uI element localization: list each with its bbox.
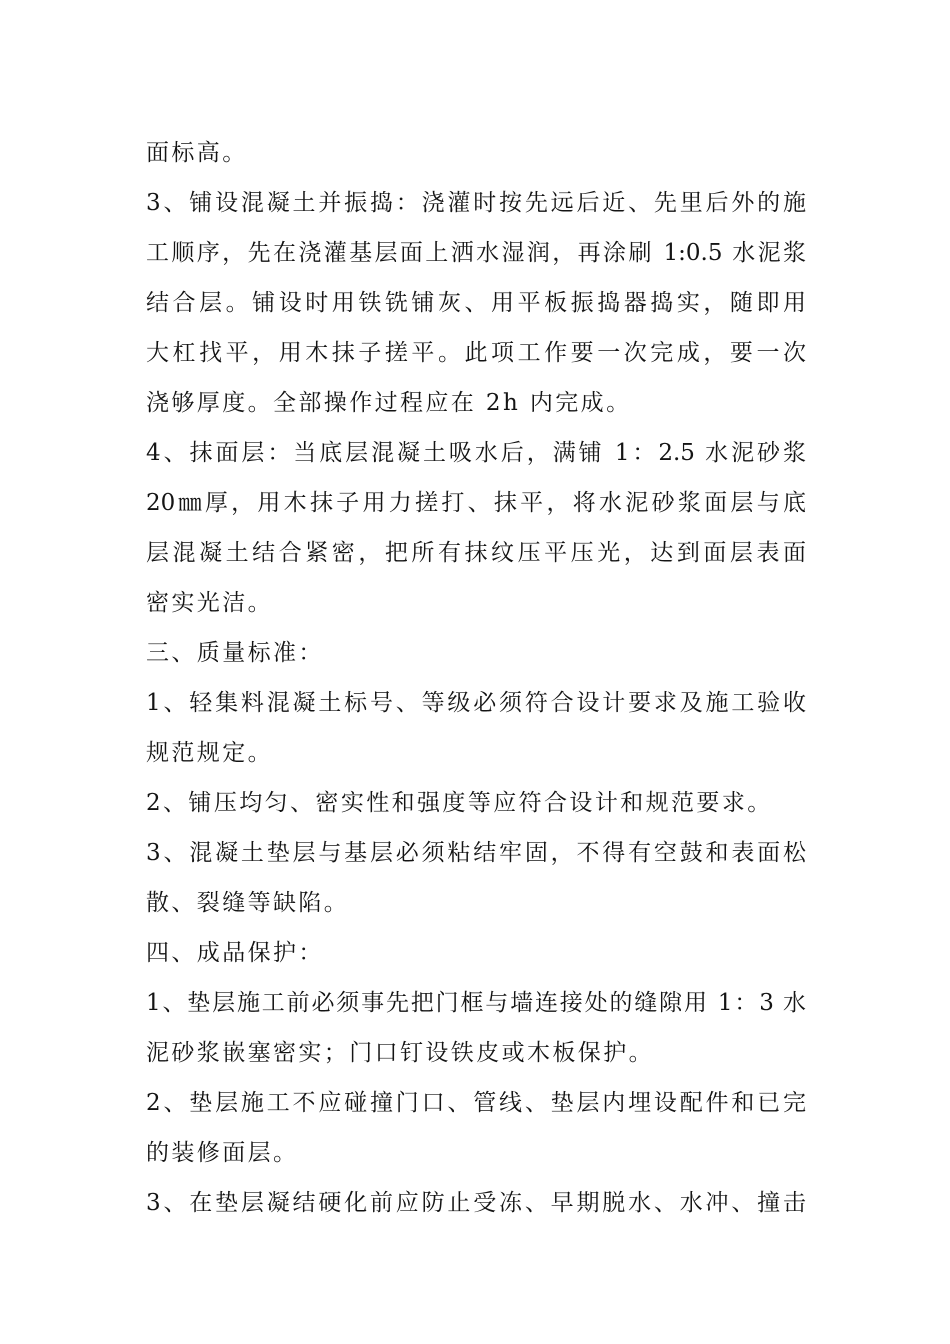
text-line-2: 3、铺设混凝土并振捣：浇灌时按先远后近、先里后外的施 <box>146 190 806 216</box>
text-line-13: 规范规定。 <box>146 740 273 766</box>
text-line-1: 面标高。 <box>146 140 248 166</box>
text-line-10: 密实光洁。 <box>146 590 273 616</box>
section-heading-product-protection: 四、成品保护： <box>146 940 324 966</box>
section-heading-quality-standards: 三、质量标准： <box>146 640 324 666</box>
text-line-6: 浇够厚度。全部操作过程应在 2h 内完成。 <box>146 390 632 416</box>
text-line-16: 散、裂缝等缺陷。 <box>146 890 350 916</box>
text-line-19: 泥砂浆嵌塞密实；门口钉设铁皮或木板保护。 <box>146 1040 654 1066</box>
text-line-3: 工顺序，先在浇灌基层面上洒水湿润，再涂刷 1:0.5 水泥浆 <box>146 240 806 266</box>
text-line-20: 2、垫层施工不应碰撞门口、管线、垫层内埋设配件和已完 <box>146 1090 806 1116</box>
text-line-4: 结合层。铺设时用铁铣铺灰、用平板振捣器捣实，随即用 <box>146 290 806 316</box>
text-line-22: 3、在垫层凝结硬化前应防止受冻、早期脱水、水冲、撞击 <box>146 1190 806 1216</box>
text-line-12: 1、轻集料混凝土标号、等级必须符合设计要求及施工验收 <box>146 690 806 716</box>
text-line-5: 大杠找平，用木抹子搓平。此项工作要一次完成，要一次 <box>146 340 806 366</box>
text-line-7: 4、抹面层：当底层混凝土吸水后，满铺 1：2.5 水泥砂浆 <box>146 440 806 466</box>
text-line-9: 层混凝土结合紧密，把所有抹纹压平压光，达到面层表面 <box>146 540 806 566</box>
text-line-14: 2、铺压均匀、密实性和强度等应符合设计和规范要求。 <box>146 790 773 816</box>
text-line-18: 1、垫层施工前必须事先把门框与墙连接处的缝隙用 1：3 水 <box>146 990 806 1016</box>
text-line-21: 的装修面层。 <box>146 1140 299 1166</box>
text-line-15: 3、混凝土垫层与基层必须粘结牢固，不得有空鼓和表面松 <box>146 840 806 866</box>
text-line-8: 20㎜厚，用木抹子用力搓打、抹平，将水泥砂浆面层与底 <box>146 490 806 516</box>
